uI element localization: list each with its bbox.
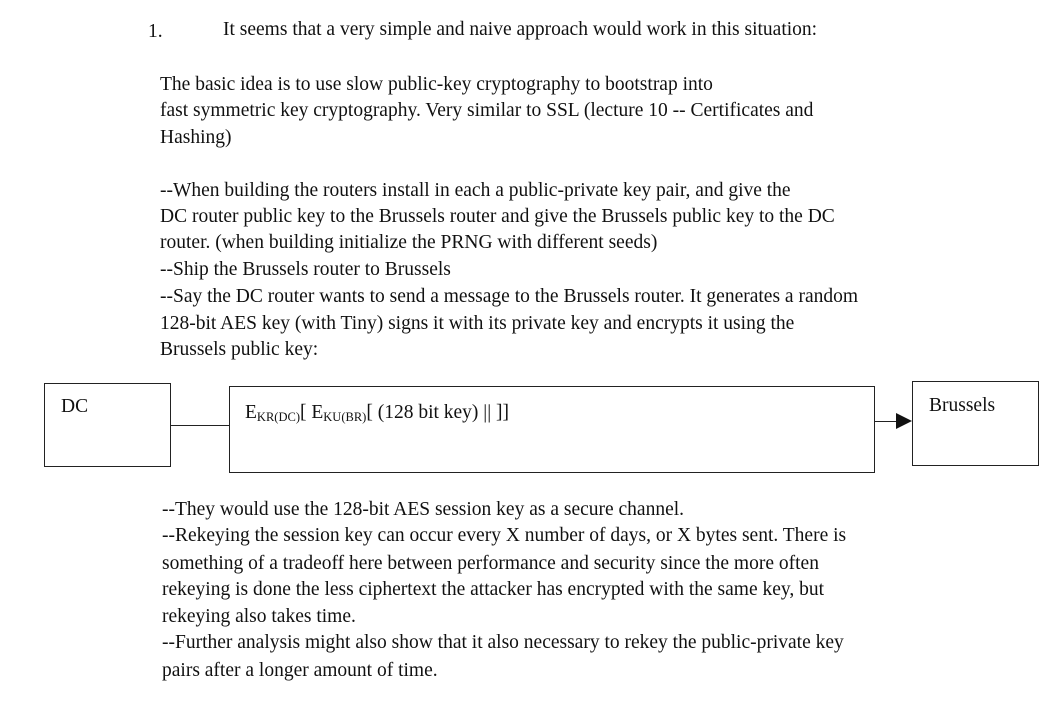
after-line: rekeying also takes time. (162, 606, 356, 627)
formula-sub1: KR(DC) (256, 410, 300, 424)
dc-router-box (44, 383, 171, 467)
formula-sub2: KU(BR) (323, 410, 367, 424)
step-line: --When building the routers install in each a public-private key pair, and give the (160, 180, 791, 201)
item-heading: It seems that a very simple and naive approach would work in this situation: (223, 19, 818, 40)
after-line: pairs after a longer amount of time. (162, 660, 438, 681)
intro-line: fast symmetric key cryptography. Very similar to SSL (lecture 10 -- Certificates and (160, 100, 814, 121)
step-line: Brussels public key: (160, 339, 319, 360)
formula-mid: [ E (299, 402, 324, 423)
arrow-right-icon (896, 413, 912, 429)
step-line: DC router public key to the Brussels router and give the Brussels public key to the DC (160, 206, 835, 227)
brussels-router-label: Brussels (929, 395, 996, 416)
step-line: router. (when building initialize the PRNG with different seeds) (160, 232, 658, 253)
step-line: --Say the DC router wants to send a message to the Brussels router. It generates a random (160, 286, 859, 307)
brussels-router-box (912, 381, 1039, 466)
after-line: --They would use the 128-bit AES session key as a secure channel. (162, 499, 685, 520)
after-line: --Further analysis might also show that it also necessary to rekey the public-private key (162, 632, 844, 653)
after-line: something of a tradeoff here between performance and security since the more often (162, 553, 819, 574)
formula-tail: [ (128 bit key) || ]] (366, 402, 509, 423)
step-line: --Ship the Brussels router to Brussels (160, 259, 451, 280)
message-formula (245, 401, 509, 425)
item-number: 1. (148, 21, 163, 42)
connector-line-left (171, 425, 230, 426)
formula-e1: E (245, 402, 257, 423)
after-line: rekeying is done the less ciphertext the attacker has encrypted with the same key, but (162, 579, 825, 600)
dc-router-label: DC (61, 396, 89, 417)
intro-line: Hashing) (160, 127, 232, 148)
step-line: 128-bit AES key (with Tiny) signs it with its private key and encrypts it using the (160, 313, 795, 334)
after-line: --Rekeying the session key can occur every X number of days, or X bytes sent. There is (162, 525, 847, 546)
message-box (229, 386, 875, 473)
intro-line: The basic idea is to use slow public-key cryptography to bootstrap into (160, 74, 713, 95)
